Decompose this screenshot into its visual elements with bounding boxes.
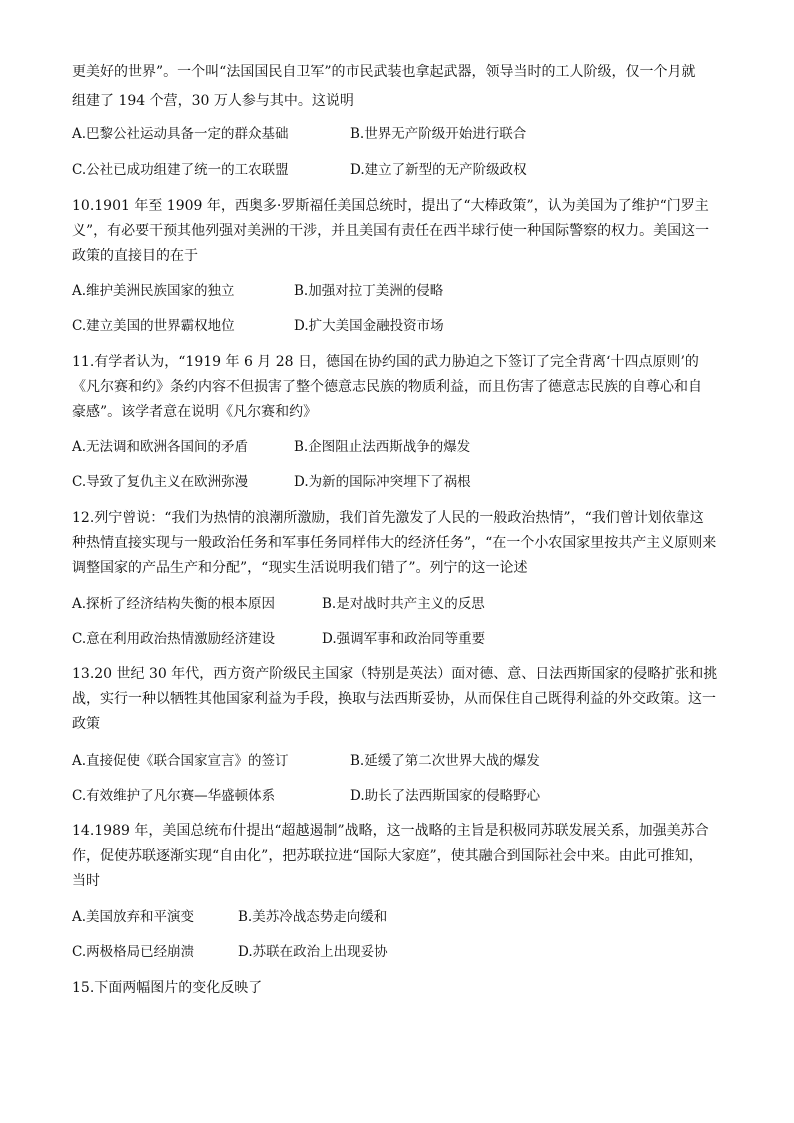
question-11-text-line-1: 11.有学者认为，“1919 年 6 月 28 日，德国在协约国的武力胁迫之下签订了完全背离‘十四点原则’的 (72, 354, 699, 370)
question-14-option-b: B.美苏冷战态势走向缓和 (238, 909, 388, 925)
question-12-text-line-1: 12.列宁曾说：“我们为热情的浪潮所激励，我们首先激发了人民的一般政治热情”，“我们曾计划依靠这 (72, 510, 704, 526)
question-14-text-line-3: 当时 (72, 873, 100, 889)
question-12-text-line-2: 种热情直接实现与一般政治任务和军事任务同样伟大的经济任务”，“在一个小农国家里按共产主义原则来 (72, 535, 717, 551)
question-13-option-c: C.有效维护了凡尔赛—华盛顿体系 (72, 788, 276, 804)
question-12-text-line-3: 调整国家的产品生产和分配”，“现实生活说明我们错了”。列宁的这一论述 (72, 560, 528, 576)
question-10-text-line-3: 政策的直接目的在于 (72, 248, 198, 264)
question-10-option-b: B.加强对拉丁美洲的侵略 (294, 283, 444, 299)
question-10-option-a: A.维护美洲民族国家的独立 (72, 283, 235, 299)
question-11-text-line-2: 《凡尔赛和约》条约内容不但损害了整个德意志民族的物质利益，而且伤害了德意志民族的自尊心和自 (72, 379, 702, 395)
question-10-option-c: C.建立美国的世界霸权地位 (72, 318, 235, 334)
question-11-option-d: D.为新的国际冲突埋下了祸根 (294, 474, 471, 490)
question-9-text-line-1: 更美好的世界”。一个叫“法国国民自卫军”的市民武装也拿起武器，领导当时的工人阶级，仅一个月就 (72, 64, 696, 80)
question-12-option-a: A.探析了经济结构失衡的根本原因 (72, 596, 276, 612)
question-9-option-d: D.建立了新型的无产阶级政权 (350, 162, 527, 178)
question-11-option-b: B.企图阻止法西斯战争的爆发 (294, 439, 471, 455)
question-14-option-c: C.两极格局已经崩溃 (72, 944, 195, 960)
question-15-text-line-1: 15.下面两幅图片的变化反映了 (72, 980, 263, 996)
question-13-option-d: D.助长了法西斯国家的侵略野心 (350, 788, 541, 804)
question-13-text-line-2: 战，实行一种以牺牲其他国家利益为手段，换取与法西斯妥协，从而保住自己既得利益的外交政策。这一 (72, 691, 716, 707)
question-9-option-a: A.巴黎公社运动具备一定的群众基础 (72, 126, 289, 142)
question-13-text-line-3: 政策 (72, 716, 100, 732)
question-10-text-line-2: 义”，有必要干预其他列强对美洲的干涉，并且美国有责任在西半球行使一种国际警察的权力。美国这一 (72, 223, 710, 239)
question-13-text-line-1: 13.20 世纪 30 年代，西方资产阶级民主国家（特别是英法）面对德、意、日法西斯国家的侵略扩张和挑 (72, 666, 718, 682)
question-14-option-a: A.美国放弃和平演变 (72, 909, 195, 925)
question-11-text-line-3: 豪感”。该学者意在说明《凡尔赛和约》 (72, 404, 318, 420)
question-11-option-c: C.导致了复仇主义在欧洲弥漫 (72, 474, 249, 490)
question-12-option-d: D.强调军事和政治同等重要 (322, 631, 486, 647)
question-11-option-a: A.无法调和欧洲各国间的矛盾 (72, 439, 249, 455)
question-9-text-line-2: 组建了 194 个营，30 万人参与其中。这说明 (72, 93, 354, 109)
question-12-option-c: C.意在利用政治热情激励经济建设 (72, 631, 276, 647)
question-14-text-line-1: 14.1989 年，美国总统布什提出“超越遏制”战略，这一战略的主旨是积极同苏联发展关系，加强美苏合 (72, 823, 709, 839)
question-14-option-d: D.苏联在政治上出现妥协 (238, 944, 388, 960)
question-14-text-line-2: 作，促使苏联逐渐实现“自由化”，把苏联拉进“国际大家庭”，使其融合到国际社会中来。由此可推知， (72, 848, 703, 864)
question-13-option-a: A.直接促使《联合国家宣言》的签订 (72, 753, 289, 769)
question-9-option-c: C.公社已成功组建了统一的工农联盟 (72, 162, 289, 178)
question-12-option-b: B.是对战时共产主义的反思 (322, 596, 485, 612)
question-10-option-d: D.扩大美国金融投资市场 (294, 318, 444, 334)
question-10-text-line-1: 10.1901 年至 1909 年，西奥多·罗斯福任美国总统时，提出了“大棒政策”，认为美国为了维护“门罗主 (72, 198, 709, 214)
question-13-option-b: B.延缓了第二次世界大战的爆发 (350, 753, 540, 769)
question-9-option-b: B.世界无产阶级开始进行联合 (350, 126, 527, 142)
